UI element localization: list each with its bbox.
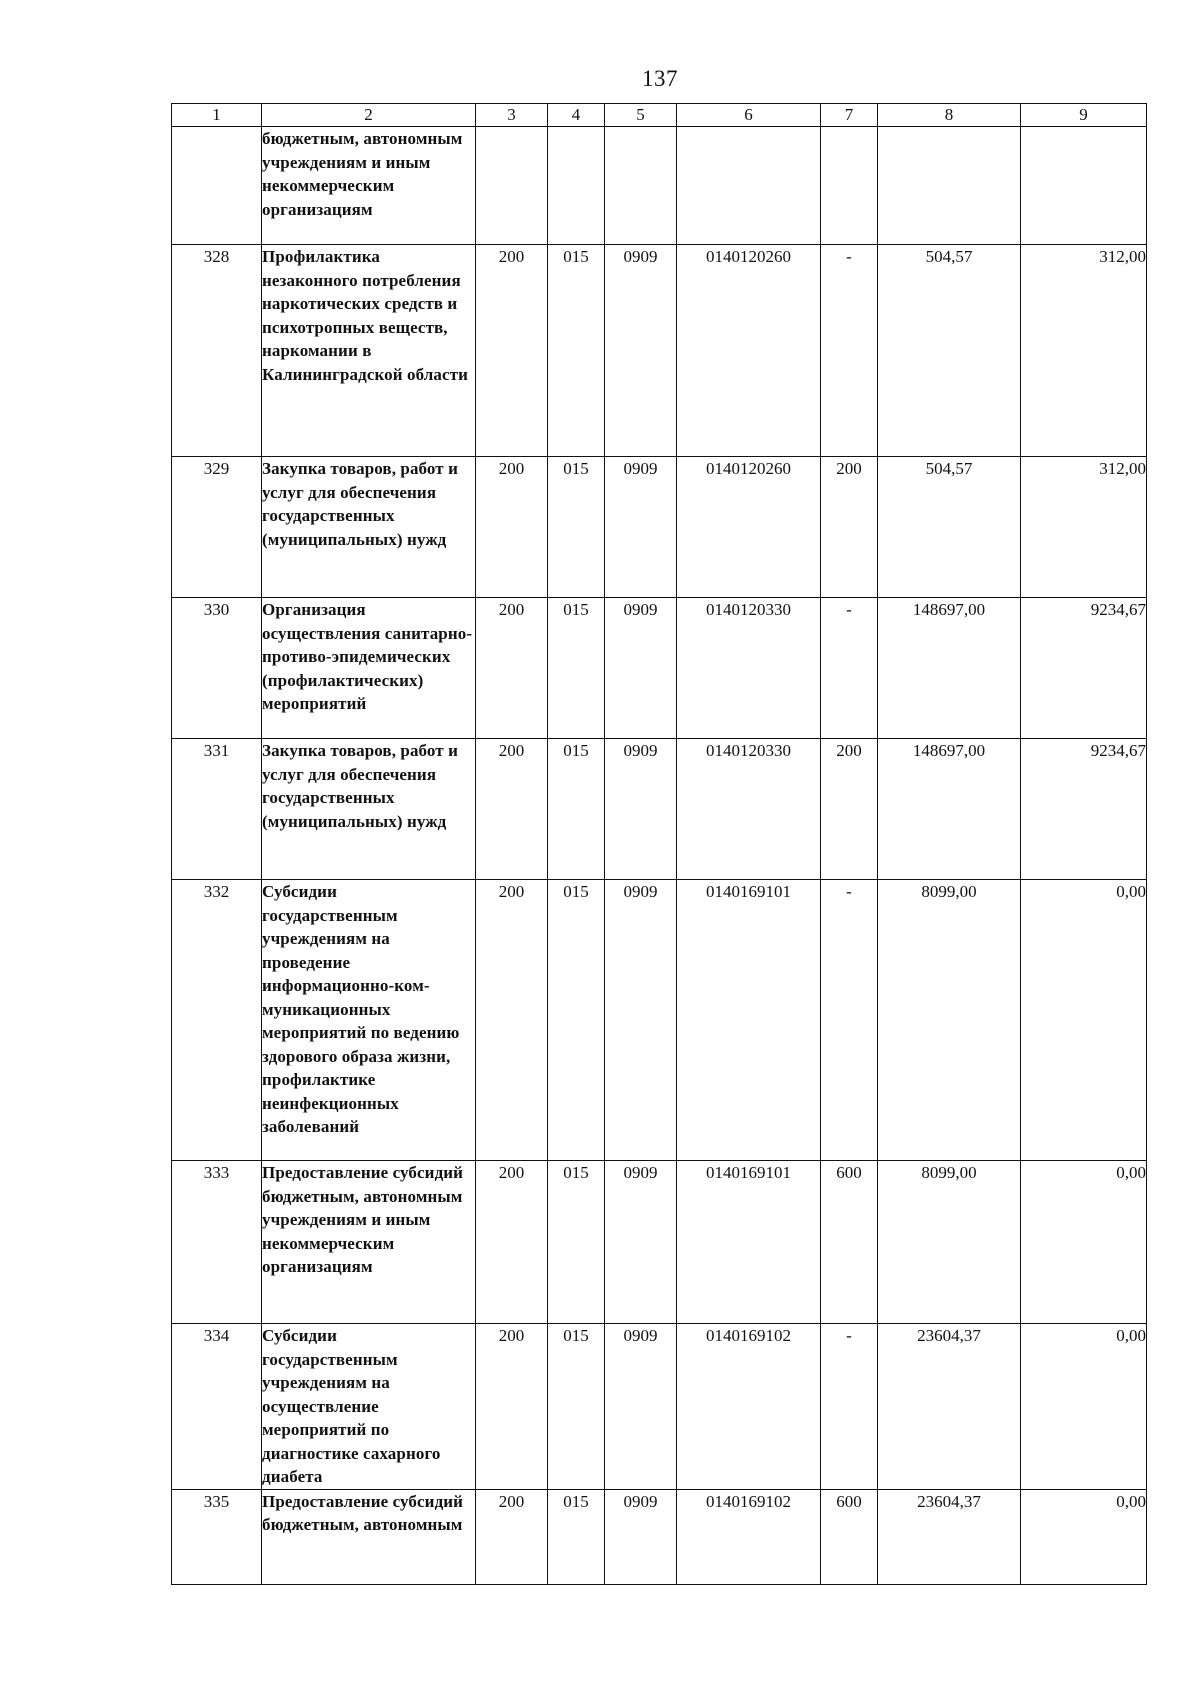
row-name: бюджетным, автономным учреждениям и иным некоммерческим организациям (262, 127, 476, 245)
cell-col3 (476, 127, 548, 245)
cell-col8: 148697,00 (878, 598, 1021, 739)
table-row (172, 457, 1147, 598)
cell-col3: 200 (476, 1489, 548, 1584)
cell-col7: - (821, 1324, 878, 1490)
cell-col6: 0140169102 (677, 1324, 821, 1490)
cell-col7: 600 (821, 1161, 878, 1324)
cell-col3: 200 (476, 739, 548, 880)
column-header: 7 (821, 104, 878, 127)
cell-col4: 015 (548, 1489, 605, 1584)
table-row (172, 1161, 1147, 1324)
row-name: Предоставление субсидий бюджетным, автономным (262, 1489, 476, 1584)
column-header: 9 (1021, 104, 1147, 127)
cell-col6: 0140120330 (677, 739, 821, 880)
cell-col3: 200 (476, 1161, 548, 1324)
cell-col6: 0140169101 (677, 1161, 821, 1324)
column-header: 8 (878, 104, 1021, 127)
cell-col9: 312,00 (1021, 457, 1147, 598)
cell-col8 (878, 127, 1021, 245)
cell-col6: 0140120260 (677, 245, 821, 457)
cell-col4: 015 (548, 457, 605, 598)
cell-col5: 0909 (605, 598, 677, 739)
row-name: Предоставление субсидий бюджетным, автономным учреждениям и иным некоммерческим организациям (262, 1161, 476, 1324)
row-number: 333 (172, 1161, 262, 1324)
table-row (172, 245, 1147, 457)
row-name: Субсидии государственным учреждениям на осуществление мероприятий по диагностике сахарного диабета (262, 1324, 476, 1490)
row-number: 334 (172, 1324, 262, 1490)
cell-col8: 8099,00 (878, 1161, 1021, 1324)
cell-col3: 200 (476, 457, 548, 598)
cell-col8: 8099,00 (878, 880, 1021, 1161)
cell-col9: 9234,67 (1021, 739, 1147, 880)
column-header: 2 (262, 104, 476, 127)
cell-col7: 600 (821, 1489, 878, 1584)
cell-col7: - (821, 245, 878, 457)
cell-col4 (548, 127, 605, 245)
cell-col9: 312,00 (1021, 245, 1147, 457)
cell-col9: 0,00 (1021, 880, 1147, 1161)
cell-col8: 23604,37 (878, 1489, 1021, 1584)
table-row (172, 880, 1147, 1161)
cell-col7: 200 (821, 739, 878, 880)
column-header: 3 (476, 104, 548, 127)
table-row (172, 127, 1147, 245)
cell-col6: 0140120260 (677, 457, 821, 598)
cell-col4: 015 (548, 880, 605, 1161)
row-number: 332 (172, 880, 262, 1161)
row-number: 329 (172, 457, 262, 598)
cell-col5: 0909 (605, 457, 677, 598)
cell-col5: 0909 (605, 1489, 677, 1584)
cell-col5: 0909 (605, 880, 677, 1161)
table-row (172, 1489, 1147, 1584)
cell-col4: 015 (548, 598, 605, 739)
cell-col9 (1021, 127, 1147, 245)
row-number: 328 (172, 245, 262, 457)
row-name: Организация осуществления санитарно-противо-эпидемических (профилактических) мероприятий (262, 598, 476, 739)
cell-col3: 200 (476, 245, 548, 457)
row-name: Профилактика незаконного потребления наркотических средств и психотропных веществ, наркомании в Калининградской области (262, 245, 476, 457)
column-header: 5 (605, 104, 677, 127)
cell-col3: 200 (476, 598, 548, 739)
row-name: Субсидии государственным учреждениям на проведение информационно-ком-муникационных мероприятий по ведению здорового образа жизни, профилактике неинфекционных заболеваний (262, 880, 476, 1161)
cell-col6: 0140169101 (677, 880, 821, 1161)
cell-col7: 200 (821, 457, 878, 598)
cell-col6 (677, 127, 821, 245)
cell-col8: 23604,37 (878, 1324, 1021, 1490)
page-number: 137 (642, 66, 678, 91)
cell-col7: - (821, 598, 878, 739)
cell-col9: 0,00 (1021, 1324, 1147, 1490)
row-number: 331 (172, 739, 262, 880)
table-row (172, 598, 1147, 739)
cell-col9: 0,00 (1021, 1489, 1147, 1584)
cell-col5 (605, 127, 677, 245)
cell-col9: 0,00 (1021, 1161, 1147, 1324)
cell-col5: 0909 (605, 739, 677, 880)
column-header: 6 (677, 104, 821, 127)
cell-col3: 200 (476, 1324, 548, 1490)
cell-col7 (821, 127, 878, 245)
cell-col5: 0909 (605, 1161, 677, 1324)
table-row (172, 739, 1147, 880)
row-name: Закупка товаров, работ и услуг для обеспечения государственных (муниципальных) нужд (262, 457, 476, 598)
column-header: 1 (172, 104, 262, 127)
cell-col4: 015 (548, 739, 605, 880)
cell-col8: 148697,00 (878, 739, 1021, 880)
column-header: 4 (548, 104, 605, 127)
budget-table (171, 103, 1147, 1585)
cell-col4: 015 (548, 1161, 605, 1324)
row-number: 330 (172, 598, 262, 739)
cell-col9: 9234,67 (1021, 598, 1147, 739)
header-row (172, 104, 1147, 127)
cell-col4: 015 (548, 245, 605, 457)
row-number: 335 (172, 1489, 262, 1584)
cell-col7: - (821, 880, 878, 1161)
cell-col8: 504,57 (878, 245, 1021, 457)
cell-col8: 504,57 (878, 457, 1021, 598)
cell-col5: 0909 (605, 1324, 677, 1490)
row-number (172, 127, 262, 245)
cell-col3: 200 (476, 880, 548, 1161)
table-row (172, 1324, 1147, 1490)
cell-col5: 0909 (605, 245, 677, 457)
cell-col6: 0140120330 (677, 598, 821, 739)
row-name: Закупка товаров, работ и услуг для обеспечения государственных (муниципальных) нужд (262, 739, 476, 880)
cell-col6: 0140169102 (677, 1489, 821, 1584)
cell-col4: 015 (548, 1324, 605, 1490)
